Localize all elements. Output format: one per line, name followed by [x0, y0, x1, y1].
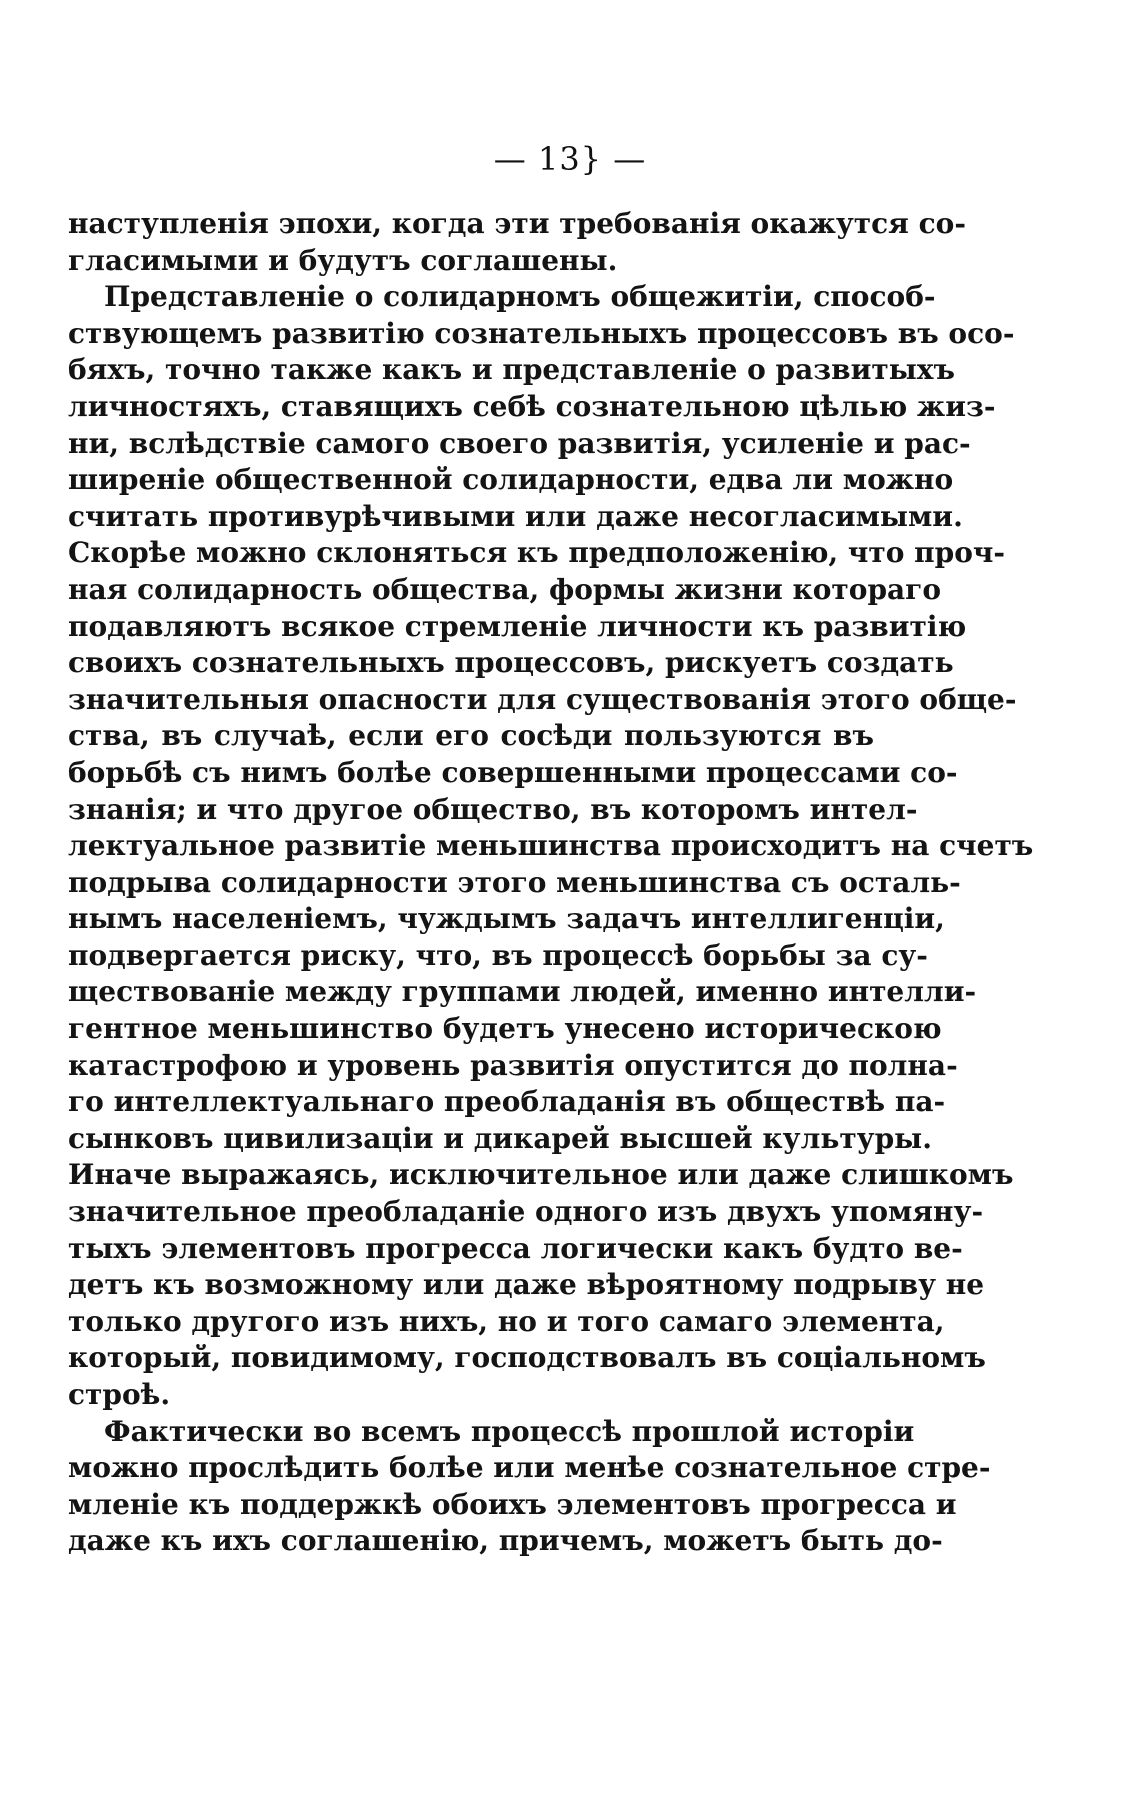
text-line: детъ къ возможному или даже вѣроятному подрыву не: [68, 1268, 985, 1302]
text-line: считать противурѣчивыми или даже несогласимыми.: [68, 499, 963, 533]
text-line: бяхъ, точно также какъ и представленіе о развитыхъ: [68, 353, 955, 387]
text-line: личностяхъ, ставящихъ себѣ сознательною цѣлью жиз-: [68, 389, 996, 423]
text-line: значительныя опасности для существованія этого обще-: [68, 682, 1017, 716]
text-line: ная солидарность общества, формы жизни котораго: [68, 572, 942, 606]
text-line: Фактически во всемъ процессѣ прошлой исторіи: [104, 1414, 915, 1448]
text-line: гласимыми и будутъ соглашены.: [68, 243, 618, 277]
text-line: подавляютъ всякое стремленіе личности къ развитію: [68, 609, 967, 643]
paragraph: [68, 206, 966, 279]
text-line: Иначе выражаясь, исключительное или даже слишкомъ: [68, 1158, 1014, 1192]
text-line: ства, въ случаѣ, если его сосѣди пользуются въ: [68, 719, 874, 753]
text-line: наступленія эпохи, когда эти требованія окажутся со-: [68, 207, 966, 240]
text-line: значительное преобладаніе одного изъ двухъ упомяну-: [68, 1195, 984, 1229]
text-line: который, повидимому, господствовалъ въ соціальномъ: [68, 1341, 986, 1375]
text-line: лектуальное развитіе меньшинства происходитъ на счетъ: [68, 829, 1034, 863]
text-line: го интеллектуальнаго преобладанія въ обществѣ па-: [68, 1085, 946, 1119]
text-line: катастрофою и уровень развитія опустится до полна-: [68, 1048, 958, 1082]
text-line: подвергается риску, что, въ процессѣ борьбы за су-: [68, 938, 928, 972]
text-line: только другого изъ нихъ, но и того самаго элемента,: [68, 1304, 945, 1338]
body-text: [68, 206, 1034, 1560]
text-line: гентное меньшинство будетъ унесено историческою: [68, 1012, 942, 1046]
text-line: Скорѣе можно склоняться къ предположенію, что проч-: [68, 536, 1006, 570]
paragraph: [68, 279, 1034, 1413]
text-line: даже къ ихъ соглашенію, причемъ, можетъ быть до-: [68, 1524, 943, 1558]
text-line: Представленіе о солидарномъ общежитіи, способ-: [104, 280, 936, 314]
text-line: нымъ населеніемъ, чуждымъ задачъ интеллигенціи,: [68, 902, 945, 936]
text-line: ществованіе между группами людей, именно интелли-: [68, 975, 977, 1009]
text-line: строѣ.: [68, 1378, 171, 1411]
text-line: можно прослѣдить болѣе или менѣе сознательное стре-: [68, 1451, 991, 1485]
text-line: подрыва солидарности этого меньшинства съ осталь-: [68, 865, 961, 899]
paragraph: [68, 1414, 991, 1560]
page-number: — 13} —: [493, 140, 647, 178]
text-line: мленіе къ поддержкѣ обоихъ элементовъ прогресса и: [68, 1487, 957, 1521]
text-line: борьбѣ съ нимъ болѣе совершенными процессами со-: [68, 755, 958, 789]
text-line: ствующемъ развитію сознательныхъ процессовъ въ осо-: [68, 316, 1015, 350]
text-line: тыхъ элементовъ прогресса логически какъ будто ве-: [68, 1231, 963, 1265]
text-line: сынковъ цивилизаціи и дикарей высшей культуры.: [68, 1121, 932, 1155]
text-line: ширеніе общественной солидарности, едва ли можно: [68, 463, 954, 497]
text-line: знанія; и что другое общество, въ которомъ интел-: [68, 792, 918, 826]
text-line: своихъ сознательныхъ процессовъ, рискуетъ создать: [68, 646, 954, 680]
text-line: ни, вслѣдствіе самого своего развитія, усиленіе и рас-: [68, 426, 971, 460]
